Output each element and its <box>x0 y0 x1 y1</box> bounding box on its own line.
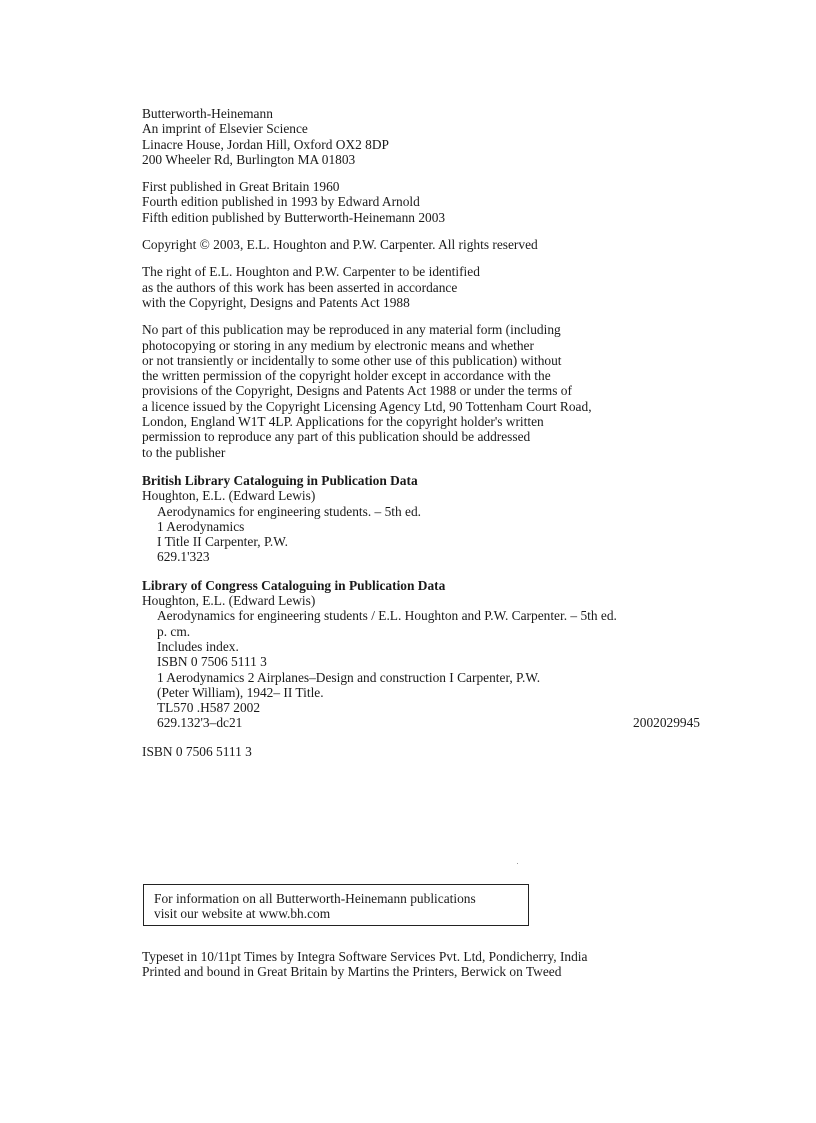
reproduction-line: No part of this publication may be reproduced in any material form (including <box>142 322 561 338</box>
website-info-box <box>143 884 529 926</box>
publisher-address-uk: Linacre House, Jordan Hill, Oxford OX2 8DP <box>142 136 389 152</box>
reproduction-line: photocopying or storing in any medium by electronic means and whether <box>142 337 534 353</box>
library-of-congress-classification-row <box>142 715 700 730</box>
classification-number: 629.132'3–dc21 <box>157 715 243 731</box>
library-of-congress-author: Houghton, E.L. (Edward Lewis) <box>142 593 316 609</box>
edition-line: First published in Great Britain 1960 <box>142 179 340 195</box>
moral-rights-line: as the authors of this work has been asserted in accordance <box>142 279 458 295</box>
reproduction-line: permission to reproduce any part of this publication should be addressed <box>142 429 531 445</box>
british-library-entry: 629.1'323 <box>157 549 210 565</box>
publisher-name: Butterworth-Heinemann <box>142 106 273 121</box>
library-of-congress-entry: (Peter William), 1942– II Title. <box>157 684 324 700</box>
reproduction-notice <box>142 322 702 460</box>
control-number: 2002029945 <box>633 715 700 731</box>
info-box-line: For information on all Butterworth-Heinemann publications <box>154 891 476 906</box>
print-speck <box>517 863 518 864</box>
publisher-address <box>142 106 702 167</box>
edition-history <box>142 179 702 225</box>
british-library-entry: I Title II Carpenter, P.W. <box>157 534 289 550</box>
reproduction-line: a licence issued by the Copyright Licensing Agency Ltd, 90 Tottenham Court Road, <box>142 398 592 414</box>
moral-rights-line: The right of E.L. Houghton and P.W. Carpenter to be identified <box>142 264 480 280</box>
reproduction-line: to the publisher <box>142 444 226 460</box>
publisher-address-us: 200 Wheeler Rd, Burlington MA 01803 <box>142 151 356 167</box>
info-box-line: visit our website at www.bh.com <box>154 906 331 922</box>
copyright-notice <box>142 237 702 252</box>
library-of-congress-heading: Library of Congress Cataloguing in Publication Data <box>142 577 446 593</box>
printed-line: Printed and bound in Great Britain by Martins the Printers, Berwick on Tweed <box>142 964 562 980</box>
library-of-congress-entry: Includes index. <box>157 638 239 654</box>
typeset-line: Typeset in 10/11pt Times by Integra Software Services Pvt. Ltd, Pondicherry, India <box>142 949 588 964</box>
library-of-congress-entry: ISBN 0 7506 5111 3 <box>157 654 267 670</box>
library-of-congress-entry: Aerodynamics for engineering students / E.L. Houghton and P.W. Carpenter. – 5th ed. <box>157 608 617 624</box>
library-of-congress-entry: p. cm. <box>157 623 191 639</box>
library-of-congress-entry: 1 Aerodynamics 2 Airplanes–Design and construction I Carpenter, P.W. <box>157 669 541 685</box>
copyright-page <box>142 106 702 759</box>
moral-rights-notice <box>142 264 702 310</box>
british-library-cip <box>142 473 702 565</box>
british-library-author: Houghton, E.L. (Edward Lewis) <box>142 488 316 504</box>
copyright-line: Copyright © 2003, E.L. Houghton and P.W. Carpenter. All rights reserved <box>142 237 538 253</box>
library-of-congress-entry: TL570 .H587 2002 <box>157 700 261 716</box>
publisher-imprint: An imprint of Elsevier Science <box>142 121 308 137</box>
reproduction-line: or not transiently or incidentally to some other use of this publication) without <box>142 352 562 368</box>
reproduction-line: London, England W1T 4LP. Applications for the copyright holder's written <box>142 414 544 430</box>
typesetting-footer <box>142 949 702 980</box>
library-of-congress-cip <box>142 578 702 731</box>
isbn-block <box>142 744 702 759</box>
british-library-entry: 1 Aerodynamics <box>157 518 245 534</box>
reproduction-line: the written permission of the copyright holder except in accordance with the <box>142 368 551 384</box>
british-library-entry: Aerodynamics for engineering students. – 5th ed. <box>157 503 422 519</box>
isbn-line: ISBN 0 7506 5111 3 <box>142 743 252 759</box>
reproduction-line: provisions of the Copyright, Designs and Patents Act 1988 or under the terms of <box>142 383 572 399</box>
moral-rights-line: with the Copyright, Designs and Patents Act 1988 <box>142 294 410 310</box>
edition-line: Fourth edition published in 1993 by Edward Arnold <box>142 194 420 210</box>
edition-line: Fifth edition published by Butterworth-Heinemann 2003 <box>142 209 446 225</box>
british-library-heading: British Library Cataloguing in Publication Data <box>142 472 418 488</box>
